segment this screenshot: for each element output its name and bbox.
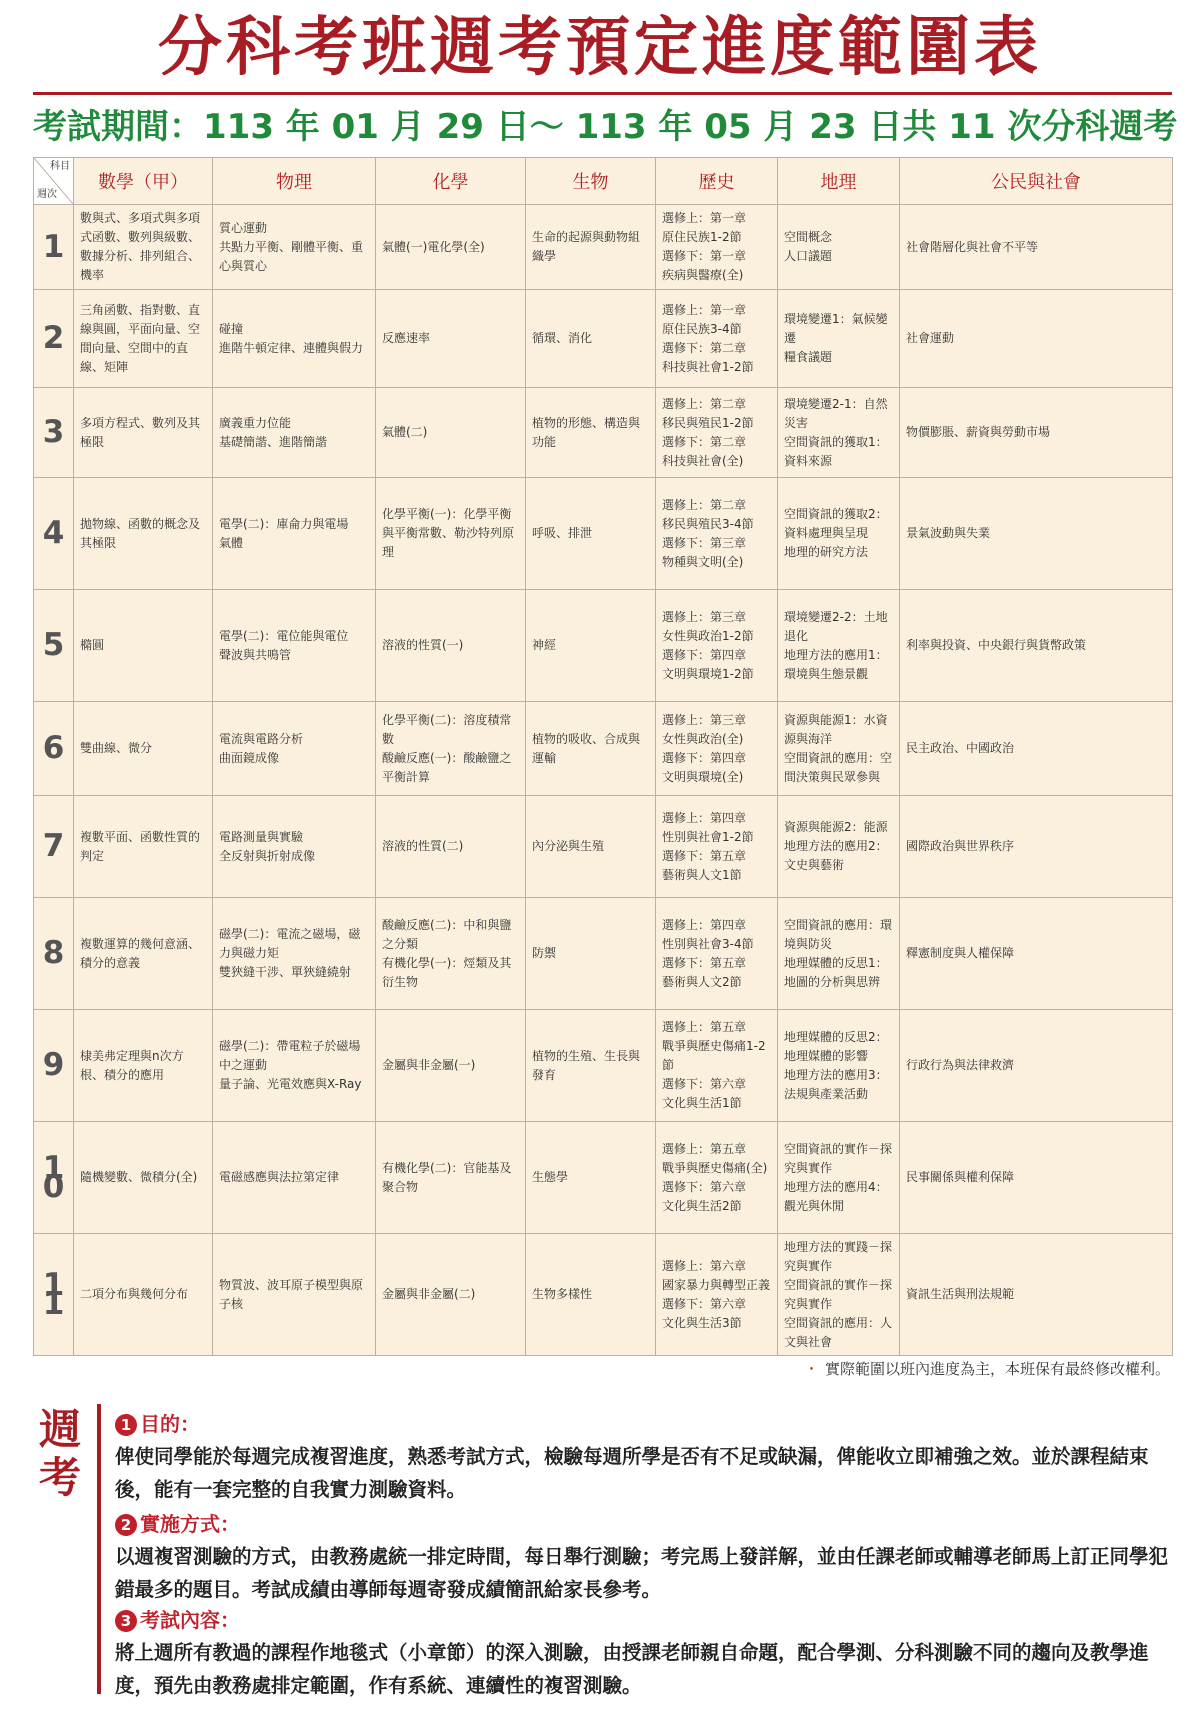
- cell-text: 地理媒體的反思2：地理媒體的影響: [784, 1029, 888, 1063]
- cell-text: 國家暴力與轉型正義: [662, 1277, 771, 1292]
- cell-text: 量子論、光電效應與X-Ray: [219, 1077, 362, 1091]
- cell-history: [656, 796, 778, 898]
- cell-text: 選修下：第五章: [662, 955, 747, 970]
- cell-physics: [213, 796, 376, 898]
- cell-text: 選修上：第一章: [662, 302, 747, 317]
- cell-biology: [526, 1234, 656, 1356]
- cell-text: 選修下：第六章: [662, 1179, 747, 1194]
- cell-text: 民事關係與權利保障: [906, 1170, 1015, 1184]
- cell-text: 拋物線、函數的概念及其極限: [80, 516, 201, 550]
- table-row: [34, 205, 1173, 290]
- week-number: 9: [34, 1010, 74, 1122]
- cell-text: 社會階層化與社會不平等: [906, 239, 1039, 254]
- section-content-heading: [115, 1606, 240, 1634]
- schedule-body: [34, 205, 1173, 1356]
- cell-history: [656, 590, 778, 702]
- cell-text: 移民與殖民1-2節: [662, 415, 754, 430]
- cell-biology: [526, 388, 656, 478]
- weekly-exam-label: [35, 1406, 85, 1502]
- cell-text: 地理媒體的反思1：地圖的分析與思辨: [784, 955, 888, 989]
- table-row: [34, 388, 1173, 478]
- cell-text: 選修上：第六章: [662, 1258, 747, 1273]
- cell-text: 選修上：第五章: [662, 1020, 747, 1034]
- week-number: 7: [34, 796, 74, 898]
- cell-biology: [526, 290, 656, 388]
- cell-history: [656, 205, 778, 290]
- cell-text: 選修下：第三章: [662, 535, 747, 550]
- cell-geography: [778, 1010, 900, 1122]
- cell-text: 空間資訊的應用：人文與社會: [784, 1315, 893, 1349]
- cell-physics: [213, 205, 376, 290]
- bullet-dot-icon: ・: [803, 1360, 819, 1378]
- cell-text: 溶液的性質(一): [382, 638, 464, 652]
- cell-text: 行政行為與法律救濟: [906, 1058, 1015, 1072]
- cell-civics: [900, 796, 1173, 898]
- cell-text: 選修下：第六章: [662, 1077, 747, 1091]
- cell-text: 三角函數、指對數、直線與圓，平面向量、空間向量、空間中的直線、矩陣: [80, 302, 201, 374]
- cell-history: [656, 898, 778, 1010]
- cell-text: 反應速率: [382, 331, 431, 345]
- cell-text: 全反射與折射成像: [219, 848, 316, 863]
- cell-geography: [778, 1234, 900, 1356]
- week-number: 2: [34, 290, 74, 388]
- cell-text: 選修下：第四章: [662, 647, 747, 662]
- cell-text: 戰爭與歷史傷痛1-2節: [662, 1039, 766, 1072]
- cell-text: 金屬與非金屬(一): [382, 1058, 476, 1072]
- cell-text: 科技與社會1-2節: [662, 359, 754, 374]
- table-row: [34, 702, 1173, 796]
- cell-text: 原住民族1-2節: [662, 230, 742, 244]
- week-number: 5: [34, 590, 74, 702]
- cell-text: 棣美弗定理與n次方根、積分的應用: [80, 1048, 184, 1082]
- cell-civics: [900, 1122, 1173, 1234]
- cell-text: 磁學(二)：電流之磁場，磁力與磁力矩: [219, 927, 361, 960]
- cell-text: 物質波、波耳原子模型與原子核: [219, 1277, 364, 1311]
- cell-text: 共點力平衡、剛體平衡、重心與質心: [219, 239, 364, 273]
- cell-biology: [526, 702, 656, 796]
- cell-history: [656, 702, 778, 796]
- cell-chemistry: [376, 290, 526, 388]
- weekly-exam-label-text: [35, 1406, 85, 1502]
- cell-text: 釋憲制度與人權保障: [906, 946, 1015, 960]
- cell-text: 空間概念: [784, 230, 833, 244]
- cell-text: 神經: [532, 638, 557, 652]
- header-physics: 物理: [213, 158, 376, 205]
- page-title: 分科考班週考預定進度範圍表: [158, 10, 1042, 85]
- cell-text: 女性與政治1-2節: [662, 628, 754, 643]
- cell-civics: [900, 1010, 1173, 1122]
- cell-geography: [778, 478, 900, 590]
- number-three-icon: 3: [115, 1610, 137, 1632]
- cell-text: 資訊生活與刑法規範: [906, 1287, 1015, 1301]
- cell-math: [74, 702, 213, 796]
- section-method-title: 實施方式：: [140, 1512, 240, 1536]
- cell-text: 資源與能源2：能源: [784, 820, 888, 834]
- cell-text: 空間資訊的實作－探究與實作: [784, 1141, 893, 1175]
- header-chemistry: 化學: [376, 158, 526, 205]
- cell-chemistry: [376, 388, 526, 478]
- week-number: 10: [34, 1122, 74, 1234]
- cell-text: 性別與社會1-2節: [662, 829, 754, 844]
- cell-text: 電磁感應與法拉第定律: [219, 1170, 340, 1184]
- cell-text: 文明與環境(全): [662, 769, 744, 784]
- cell-math: [74, 1234, 213, 1356]
- table-row: [34, 1234, 1173, 1356]
- cell-text: 進階牛頓定律、連體與假力: [219, 340, 364, 355]
- cell-text: 酸鹼反應(二)：中和與鹽之分類: [382, 917, 512, 951]
- cell-physics: [213, 478, 376, 590]
- cell-text: 選修上：第五章: [662, 1141, 747, 1156]
- cell-physics: [213, 290, 376, 388]
- cell-text: 選修上：第二章: [662, 497, 747, 512]
- cell-civics: [900, 898, 1173, 1010]
- cell-text: 有機化學(一)：烴類及其衍生物: [382, 955, 512, 989]
- cell-math: [74, 796, 213, 898]
- cell-civics: [900, 388, 1173, 478]
- cell-physics: [213, 388, 376, 478]
- cell-text: 文明與環境1-2節: [662, 666, 754, 681]
- cell-civics: [900, 290, 1173, 388]
- cell-chemistry: [376, 1234, 526, 1356]
- cell-text: 選修上：第四章: [662, 810, 747, 825]
- cell-text: 疾病與醫療(全): [662, 268, 744, 282]
- week-number: 8: [34, 898, 74, 1010]
- cell-text: 國際政治與世界秩序: [906, 839, 1015, 853]
- week-number: 3: [34, 388, 74, 478]
- cell-physics: [213, 590, 376, 702]
- header-row: [34, 158, 1173, 205]
- cell-text: 景氣波動與失業: [906, 526, 991, 540]
- cell-text: 選修下：第一章: [662, 249, 747, 263]
- cell-text: 物價膨脹、薪資與勞動市場: [906, 425, 1051, 439]
- cell-text: 基礎簡諧、進階簡諧: [219, 434, 328, 449]
- cell-civics: [900, 205, 1173, 290]
- cell-text: 聲波與共鳴管: [219, 647, 292, 662]
- cell-geography: [778, 590, 900, 702]
- cell-chemistry: [376, 1010, 526, 1122]
- cell-text: 地理方法的應用3：法規與產業活動: [784, 1067, 888, 1101]
- cell-text: 複數運算的幾何意涵、積分的意義: [80, 936, 201, 970]
- side-label-char: 考: [38, 1453, 81, 1502]
- cell-text: 化學平衡(二)：溶度積常數: [382, 712, 512, 746]
- cell-math: [74, 1010, 213, 1122]
- cell-text: 生物多樣性: [532, 1287, 593, 1301]
- cell-text: 多項方程式、數列及其極限: [80, 415, 201, 449]
- cell-math: [74, 898, 213, 1010]
- section-purpose-body: 俾使同學能於每週完成複習進度，熟悉考試方式，檢驗每週所學是否有不足或缺漏，俾能收立即補強之效。並於課程結束後，能有一套完整的自我實力測驗資料。: [115, 1445, 1149, 1501]
- cell-text: 複數平面、函數性質的判定: [80, 829, 201, 863]
- cell-text: 選修下：第二章: [662, 340, 747, 355]
- cell-text: 數與式、多項式與多項式函數、數列與級數、數據分析、排列組合、機率: [80, 211, 201, 282]
- schedule-table: [33, 157, 1173, 1356]
- cell-geography: [778, 205, 900, 290]
- cell-text: 電流與電路分析: [219, 731, 304, 746]
- cell-text: 氣體(一)電化學(全): [382, 239, 485, 254]
- cell-text: 人口議題: [784, 249, 833, 263]
- cell-text: 選修下：第六章: [662, 1296, 747, 1311]
- cell-biology: [526, 205, 656, 290]
- table-row: [34, 898, 1173, 1010]
- cell-text: 戰爭與歷史傷痛(全): [662, 1160, 768, 1175]
- table-row: [34, 290, 1173, 388]
- cell-text: 氣體: [219, 535, 244, 550]
- cell-text: 環境變遷1：氣候變遷: [784, 312, 888, 345]
- cell-text: 化學平衡(一)：化學平衡與平衡常數、勒沙特列原理: [382, 507, 515, 559]
- section-content-body: 將上週所有教過的課程作地毯式（小章節）的深入測驗，由授課老師親自命題，配合學測、分科測驗不同的趨向及教學進度，預先由教務處排定範圍，作有系統、連續性的複習測驗。: [115, 1641, 1149, 1697]
- cell-math: [74, 1122, 213, 1234]
- week-number: 1: [34, 205, 74, 290]
- cell-text: 曲面鏡成像: [219, 750, 280, 765]
- cell-text: 空間資訊的獲取1：資料來源: [784, 434, 888, 468]
- cell-text: 空間資訊的應用：環境與防災: [784, 917, 893, 951]
- cell-text: 選修上：第一章: [662, 211, 747, 225]
- cell-text: 酸鹼反應(一)：酸鹼鹽之平衡計算: [382, 750, 512, 784]
- cell-geography: [778, 702, 900, 796]
- cell-text: 移民與殖民3-4節: [662, 516, 754, 531]
- cell-biology: [526, 1010, 656, 1122]
- cell-text: 防禦: [532, 946, 557, 960]
- cell-history: [656, 478, 778, 590]
- section-purpose-heading: [115, 1410, 200, 1438]
- cell-text: 利率與投資、中央銀行與貨幣政策: [906, 638, 1087, 652]
- cell-text: 地理方法的應用2：文史與藝術: [784, 839, 888, 872]
- cell-text: 空間資訊的實作－探究與實作: [784, 1277, 893, 1311]
- week-number: 11: [34, 1234, 74, 1356]
- cell-text: 循環、消化: [532, 331, 593, 345]
- cell-geography: [778, 796, 900, 898]
- cell-text: 民主政治、中國政治: [906, 741, 1015, 755]
- table-row: [34, 478, 1173, 590]
- cell-text: 資源與能源1：水資源與海洋: [784, 712, 888, 746]
- cell-text: 廣義重力位能: [219, 415, 292, 430]
- cell-physics: [213, 702, 376, 796]
- cell-text: 科技與社會(全): [662, 453, 744, 468]
- cell-chemistry: [376, 205, 526, 290]
- cell-math: [74, 590, 213, 702]
- cell-text: 有機化學(二)：官能基及聚合物: [382, 1160, 512, 1194]
- table-row: [34, 590, 1173, 702]
- section-rule: [97, 1404, 101, 1694]
- cell-geography: [778, 1122, 900, 1234]
- cell-text: 選修上：第三章: [662, 712, 747, 727]
- cell-geography: [778, 290, 900, 388]
- cell-chemistry: [376, 796, 526, 898]
- cell-text: 選修上：第四章: [662, 917, 747, 932]
- cell-math: [74, 388, 213, 478]
- cell-math: [74, 290, 213, 388]
- section-method-heading: [115, 1510, 240, 1538]
- cell-chemistry: [376, 702, 526, 796]
- table-row: [34, 1122, 1173, 1234]
- cell-text: 女性與政治(全): [662, 731, 744, 746]
- cell-text: 生命的起源與動物組織學: [532, 230, 641, 263]
- side-label-char: 週: [38, 1405, 81, 1454]
- cell-geography: [778, 898, 900, 1010]
- cell-civics: [900, 478, 1173, 590]
- week-number: 4: [34, 478, 74, 590]
- cell-text: 地理的研究方法: [784, 545, 869, 559]
- cell-math: [74, 478, 213, 590]
- cell-physics: [213, 1234, 376, 1356]
- cell-text: 氣體(二): [382, 425, 428, 439]
- cell-text: 選修下：第四章: [662, 750, 747, 765]
- table-row: [34, 1010, 1173, 1122]
- header-history: 歷史: [656, 158, 778, 205]
- disclaimer-note: [804, 1358, 1170, 1379]
- cell-text: 雙曲線、微分: [80, 741, 153, 755]
- number-two-icon: 2: [115, 1514, 137, 1536]
- cell-history: [656, 290, 778, 388]
- section-content-title: 考試內容：: [140, 1608, 240, 1632]
- cell-text: 金屬與非金屬(二): [382, 1287, 476, 1301]
- corner-cell: [34, 158, 74, 205]
- cell-text: 選修上：第二章: [662, 396, 747, 411]
- week-number: 6: [34, 702, 74, 796]
- cell-biology: [526, 478, 656, 590]
- cell-text: 質心運動: [219, 220, 268, 235]
- cell-text: 環境變遷2-1：自然災害: [784, 396, 888, 430]
- cell-biology: [526, 796, 656, 898]
- header-biology: 生物: [526, 158, 656, 205]
- cell-biology: [526, 590, 656, 702]
- cell-text: 文化與生活2節: [662, 1198, 742, 1213]
- cell-physics: [213, 1122, 376, 1234]
- cell-text: 文化與生活3節: [662, 1315, 742, 1330]
- header-geography: 地理: [778, 158, 900, 205]
- cell-text: 橢圓: [80, 638, 105, 652]
- cell-text: 原住民族3-4節: [662, 321, 742, 336]
- corner-week-label: 週次: [37, 189, 57, 200]
- cell-history: [656, 1234, 778, 1356]
- cell-text: 植物的生殖、生長與發育: [532, 1048, 641, 1082]
- cell-history: [656, 1010, 778, 1122]
- cell-text: 地理方法的應用1：環境與生態景觀: [784, 647, 888, 681]
- number-one-icon: 1: [115, 1414, 137, 1436]
- cell-text: 內分泌與生殖: [532, 839, 605, 853]
- cell-text: 隨機變數、微積分(全): [80, 1170, 198, 1184]
- cell-text: 雙狹縫干涉、單狹縫繞射: [219, 965, 352, 979]
- cell-text: 選修下：第五章: [662, 848, 747, 863]
- cell-civics: [900, 590, 1173, 702]
- cell-civics: [900, 1234, 1173, 1356]
- cell-text: 電路測量與實驗: [219, 829, 304, 844]
- cell-text: 呼吸、排泄: [532, 526, 593, 540]
- cell-physics: [213, 1010, 376, 1122]
- cell-history: [656, 1122, 778, 1234]
- cell-text: 空間資訊的應用：空間決策與民眾參與: [784, 750, 893, 784]
- corner-subject-label: 科目: [50, 161, 70, 172]
- title-divider: [33, 92, 1172, 95]
- disclaimer-text: 實際範圍以班內進度為主，本班保有最終修改權利。: [824, 1360, 1170, 1378]
- cell-physics: [213, 898, 376, 1010]
- cell-text: 藝術與人文1節: [662, 867, 742, 882]
- cell-biology: [526, 1122, 656, 1234]
- cell-text: 社會運動: [906, 331, 955, 345]
- cell-text: 生態學: [532, 1170, 569, 1184]
- cell-biology: [526, 898, 656, 1010]
- cell-text: 地理方法的實踐－探究與實作: [784, 1239, 893, 1273]
- cell-chemistry: [376, 590, 526, 702]
- cell-text: 性別與社會3-4節: [662, 936, 754, 951]
- header-civics: 公民與社會: [900, 158, 1173, 205]
- cell-math: [74, 205, 213, 290]
- cell-text: 植物的吸收、合成與運輸: [532, 731, 641, 765]
- cell-text: 環境變遷2-2：土地退化: [784, 609, 888, 643]
- section-purpose-title: 目的：: [140, 1412, 200, 1436]
- cell-text: 二項分布與幾何分布: [80, 1287, 189, 1301]
- cell-text: 文化與生活1節: [662, 1096, 742, 1110]
- table-row: [34, 796, 1173, 898]
- cell-text: 植物的形態、構造與功能: [532, 415, 641, 449]
- cell-text: 選修上：第三章: [662, 609, 747, 624]
- cell-geography: [778, 388, 900, 478]
- cell-text: 空間資訊的獲取2：資料處理與呈現: [784, 507, 888, 540]
- cell-chemistry: [376, 1122, 526, 1234]
- cell-text: 物種與文明(全): [662, 554, 744, 569]
- cell-civics: [900, 702, 1173, 796]
- cell-text: 溶液的性質(二): [382, 839, 464, 853]
- cell-text: 碰撞: [219, 321, 244, 336]
- cell-chemistry: [376, 898, 526, 1010]
- cell-text: 選修下：第二章: [662, 434, 747, 449]
- exam-period: 考試期間：113 年 01 月 29 日～ 113 年 05 月 23 日共 11 次分科週考: [33, 107, 1178, 147]
- cell-text: 糧食議題: [784, 350, 833, 364]
- cell-chemistry: [376, 478, 526, 590]
- cell-text: 藝術與人文2節: [662, 974, 742, 989]
- cell-history: [656, 388, 778, 478]
- cell-text: 地理方法的應用4：觀光與休閒: [784, 1179, 888, 1213]
- section-method-body: 以週複習測驗的方式，由教務處統一排定時間，每日舉行測驗；考完馬上發詳解，並由任課老師或輔導老師馬上訂正同學犯錯最多的題目。考試成績由導師每週寄發成績簡訊給家長參考。: [115, 1545, 1169, 1601]
- cell-text: 電學(二)：庫侖力與電場: [219, 516, 349, 531]
- cell-text: 電學(二)：電位能與電位: [219, 628, 349, 643]
- header-math: 數學（甲）: [74, 158, 213, 205]
- cell-text: 磁學(二)：帶電粒子於磁場中之運動: [219, 1039, 361, 1072]
